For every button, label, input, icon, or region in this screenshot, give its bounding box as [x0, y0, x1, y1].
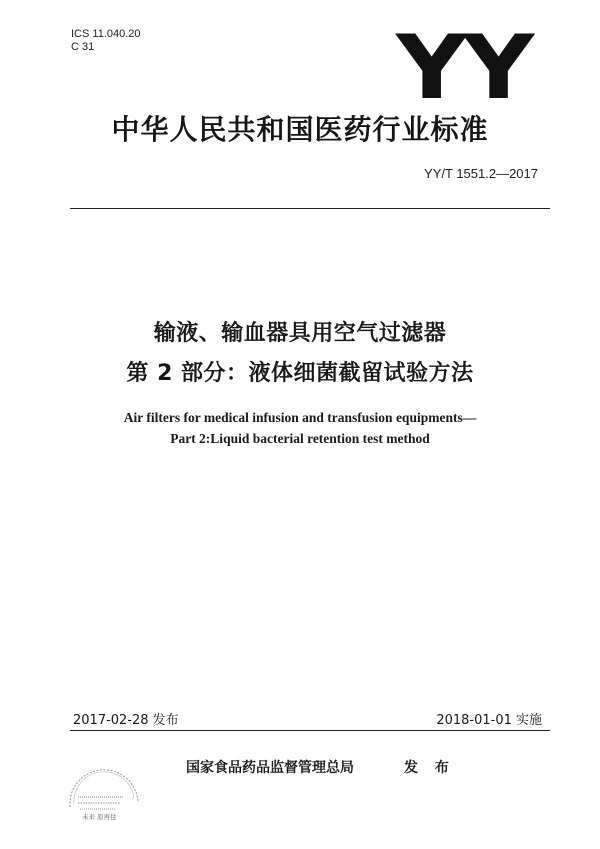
ccs-code: C 31 [71, 41, 95, 53]
stamp-seal [64, 767, 144, 833]
standard-number: YY/T 1551.2—2017 [424, 166, 538, 181]
document-title-en-line1: Air filters for medical infusion and transfusion equipments— [123, 410, 477, 425]
standard-category-title: 中华人民共和国医药行业标准 [111, 113, 489, 146]
stamp-text: 未来 原再住 [82, 813, 117, 821]
document-title-cn-line2: 第 2 部分：液体细菌截留试验方法 [126, 361, 474, 386]
ics-code: ICS 11.040.20 [71, 28, 141, 40]
bottom-divider [70, 730, 550, 731]
top-divider [70, 208, 550, 209]
issue-label: 发 布 [404, 760, 455, 776]
document-title-cn-line1: 输液、输血器具用空气过滤器 [153, 321, 447, 346]
issue-date: 2017-02-28 发布 [73, 713, 179, 728]
issuing-authority: 国家食品药品监督管理总局 [186, 760, 354, 776]
classification-codes [71, 28, 141, 54]
implementation-date: 2018-01-01 实施 [436, 713, 542, 728]
yy-logo: YY [396, 16, 530, 119]
document-title-en-line2: Part 2:Liquid bacterial retention test method [170, 431, 430, 446]
